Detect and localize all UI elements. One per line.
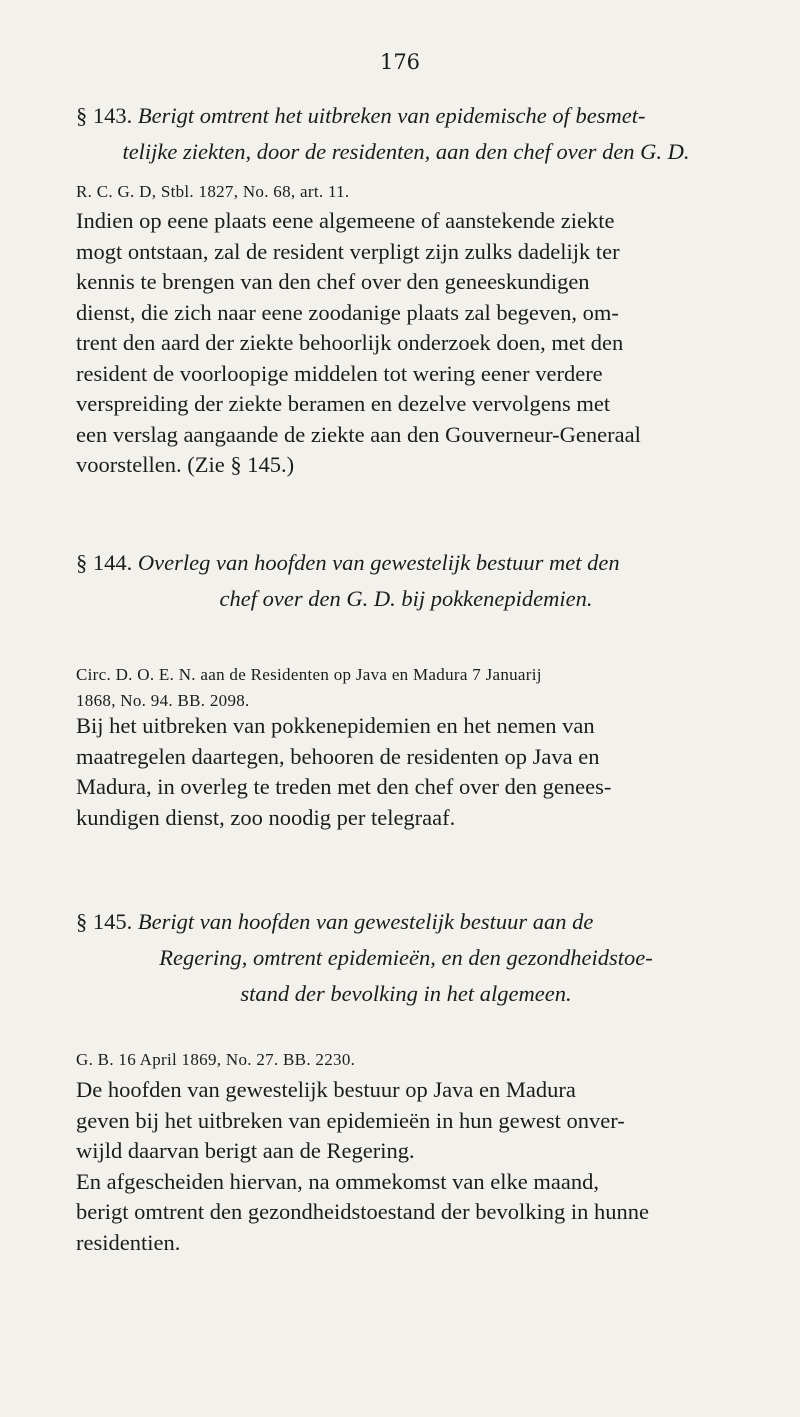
body-line: En afgescheiden hiervan, na ommekomst van elke maand, — [76, 1168, 599, 1194]
section-143-citation: R. C. G. D, Stbl. 1827, No. 68, art. 11. — [76, 182, 350, 201]
body-line: De hoofden van gewestelijk bestuur op Java en Madura — [76, 1077, 576, 1102]
section-145-heading — [76, 904, 736, 1012]
body-line: wijld daarvan berigt aan de Regering. — [76, 1138, 415, 1163]
body-line: dienst, die zich naar eene zoodanige plaats zal begeven, om- — [76, 299, 619, 325]
body-line: Indien op eene plaats eene algemeene of aanstekende ziekte — [76, 208, 615, 233]
body-line: Bij het uitbreken van pokkenepidemien en het nemen van — [76, 713, 595, 738]
section-144-body — [76, 711, 736, 833]
section-143-heading — [76, 98, 736, 170]
section-symbol: § — [76, 550, 88, 575]
heading-line: Berigt van hoofden van gewestelijk bestuur aan de — [137, 909, 594, 934]
section-145-citation: G. B. 16 April 1869, No. 27. BB. 2230. — [76, 1050, 356, 1069]
heading-line: Overleg van hoofden van gewestelijk bestuur met den — [137, 550, 620, 575]
body-line: voorstellen. (Zie § 145.) — [76, 452, 295, 477]
section-number: 143. — [92, 103, 133, 128]
page-number: 176 — [379, 50, 421, 74]
body-line: residentien. — [76, 1229, 181, 1255]
section-number: 145. — [92, 909, 133, 934]
citation-line: Circ. D. O. E. N. aan de Residenten op Java en Madura 7 Januarij — [76, 665, 542, 684]
body-line: kennis te brengen van den chef over den geneeskundigen — [76, 269, 590, 294]
heading-line: chef over den G. D. bij pokkenepidemien. — [219, 586, 593, 611]
body-line: trent den aard der ziekte behoorlijk onderzoek doen, met den — [76, 330, 624, 355]
section-144-heading — [76, 545, 736, 617]
body-line: maatregelen daartegen, behooren de residenten op Java en — [76, 743, 600, 769]
section-number: 144. — [92, 550, 133, 575]
citation-line: 1868, No. 94. BB. 2098. — [76, 691, 250, 710]
section-144-citation — [76, 662, 736, 714]
body-line: een verslag aangaande de ziekte aan den Gouverneur-Generaal — [76, 421, 641, 447]
section-symbol: § — [76, 103, 88, 128]
body-line: verspreiding der ziekte beramen en dezelve vervolgens met — [76, 391, 611, 416]
body-line: geven bij het uitbreken van epidemieën in hun gewest onver- — [76, 1107, 625, 1133]
body-line: Madura, in overleg te treden met den chef over den genees- — [76, 774, 612, 799]
body-line: berigt omtrent den gezondheidstoestand der bevolking in hunne — [76, 1199, 649, 1224]
body-line: resident de voorloopige middelen tot wering eener verdere — [76, 360, 603, 386]
heading-line: telijke ziekten, door de residenten, aan den chef over den G. D. — [122, 139, 690, 164]
heading-line: Regering, omtrent epidemieën, en den gezondheidstoe- — [159, 945, 653, 970]
heading-line: Berigt omtrent het uitbreken van epidemische of besmet- — [137, 103, 646, 128]
body-line: kundigen dienst, zoo noodig per telegraaf. — [76, 804, 456, 830]
section-145-body — [76, 1075, 736, 1258]
section-143-body — [76, 206, 736, 481]
heading-line: stand der bevolking in het algemeen. — [240, 981, 572, 1006]
section-symbol: § — [76, 909, 88, 934]
body-line: mogt ontstaan, zal de resident verpligt zijn zulks dadelijk ter — [76, 238, 620, 264]
